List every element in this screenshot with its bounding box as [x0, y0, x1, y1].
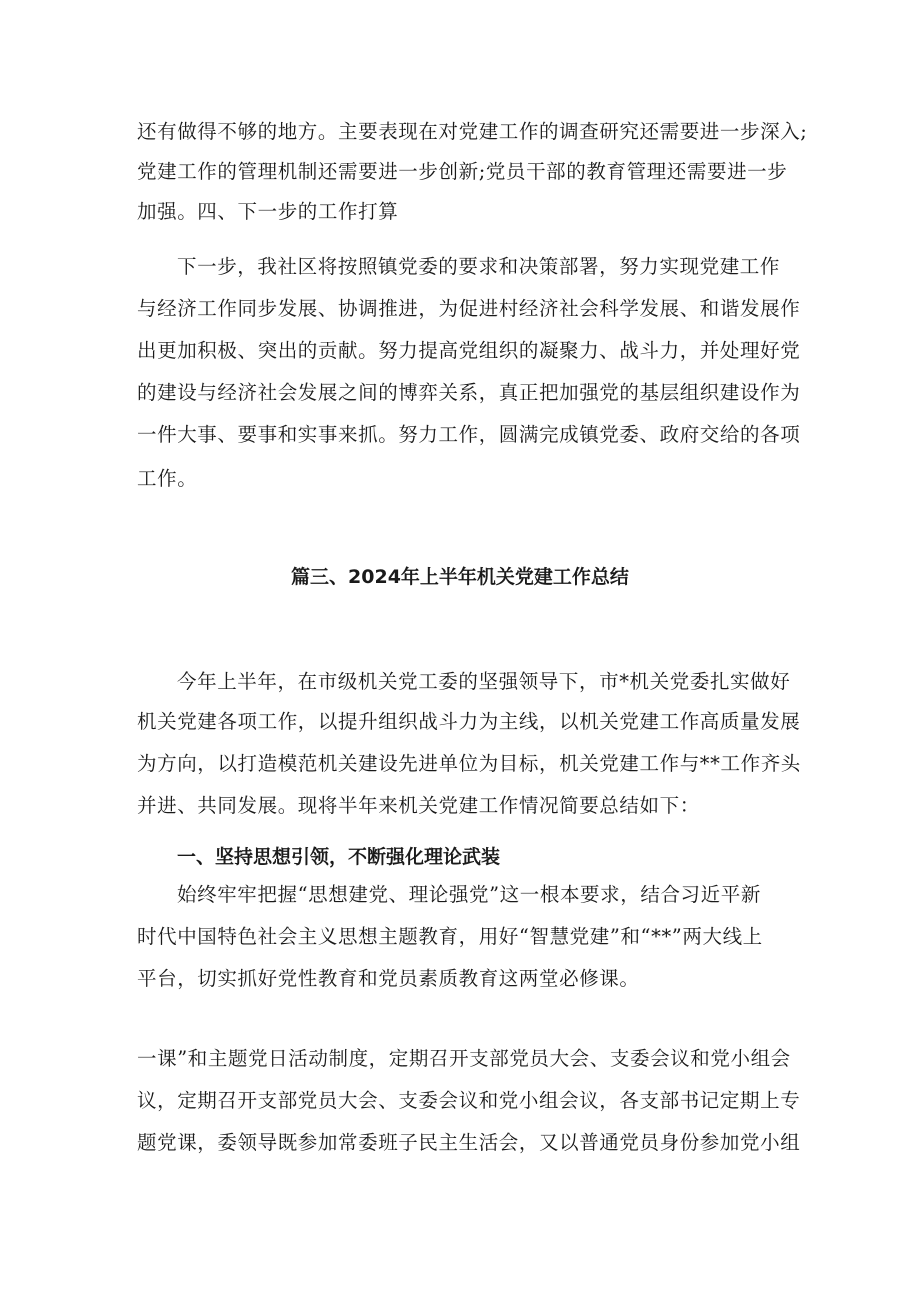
text-line: 一件大事、要事和实事来抓。努力工作，圆满完成镇党委、政府交给的各项	[137, 423, 801, 446]
text-line: 工作。	[137, 467, 198, 490]
text-line: 机关党建各项工作，以提升组织战斗力为主线，以机关党建工作高质量发展	[137, 710, 801, 733]
text-line: 与经济工作同步发展、协调推进，为促进村经济社会科学发展、和谐发展作	[137, 297, 801, 320]
text-line: 还有做得不够的地方。主要表现在对党建工作的调查研究还需要进一步深入;	[137, 120, 808, 143]
text-line: 党建工作的管理机制还需要进一步创新;党员干部的教育管理还需要进一步	[137, 160, 788, 183]
text-line: 时代中国特色社会主义思想主题教育，用好“智慧党建”和“**”两大线上	[137, 925, 763, 948]
text-line: 今年上半年，在市级机关党工委的坚强领导下，市*机关党委扎实做好	[177, 670, 791, 693]
section-title: 篇三、2024年上半年机关党建工作总结	[291, 566, 629, 588]
text-line: 平台，切实抓好党性教育和党员素质教育这两堂必修课。	[137, 967, 640, 990]
text-line: 加强。四、下一步的工作打算	[137, 200, 399, 223]
text-line: 议，定期召开支部党员大会、支委会议和党小组会议，各支部书记定期上专	[137, 1089, 801, 1112]
text-line: 出更加积极、突出的贡献。努力提高党组织的凝聚力、战斗力，并处理好党	[137, 339, 801, 362]
text-line: 并进、共同发展。现将半年来机关党建工作情况简要总结如下：	[137, 794, 700, 817]
text-line: 题党课，委领导既参加常委班子民主生活会，又以普通党员身份参加党小组	[137, 1131, 801, 1154]
subsection-heading: 一、坚持思想引领，不断强化理论武装	[177, 846, 501, 868]
text-line: 为方向，以打造模范机关建设先进单位为目标，机关党建工作与**工作齐头	[137, 752, 801, 775]
text-line: 始终牢牢把握“思想建党、理论强党”这一根本要求，结合习近平新	[177, 883, 761, 906]
text-line: 一课”和主题党日活动制度，定期召开支部党员大会、支委会议和党小组会	[137, 1047, 791, 1070]
text-line: 下一步，我社区将按照镇党委的要求和决策部署，努力实现党建工作	[177, 255, 781, 278]
text-line: 的建设与经济社会发展之间的博弈关系，真正把加强党的基层组织建设作为	[137, 381, 801, 404]
